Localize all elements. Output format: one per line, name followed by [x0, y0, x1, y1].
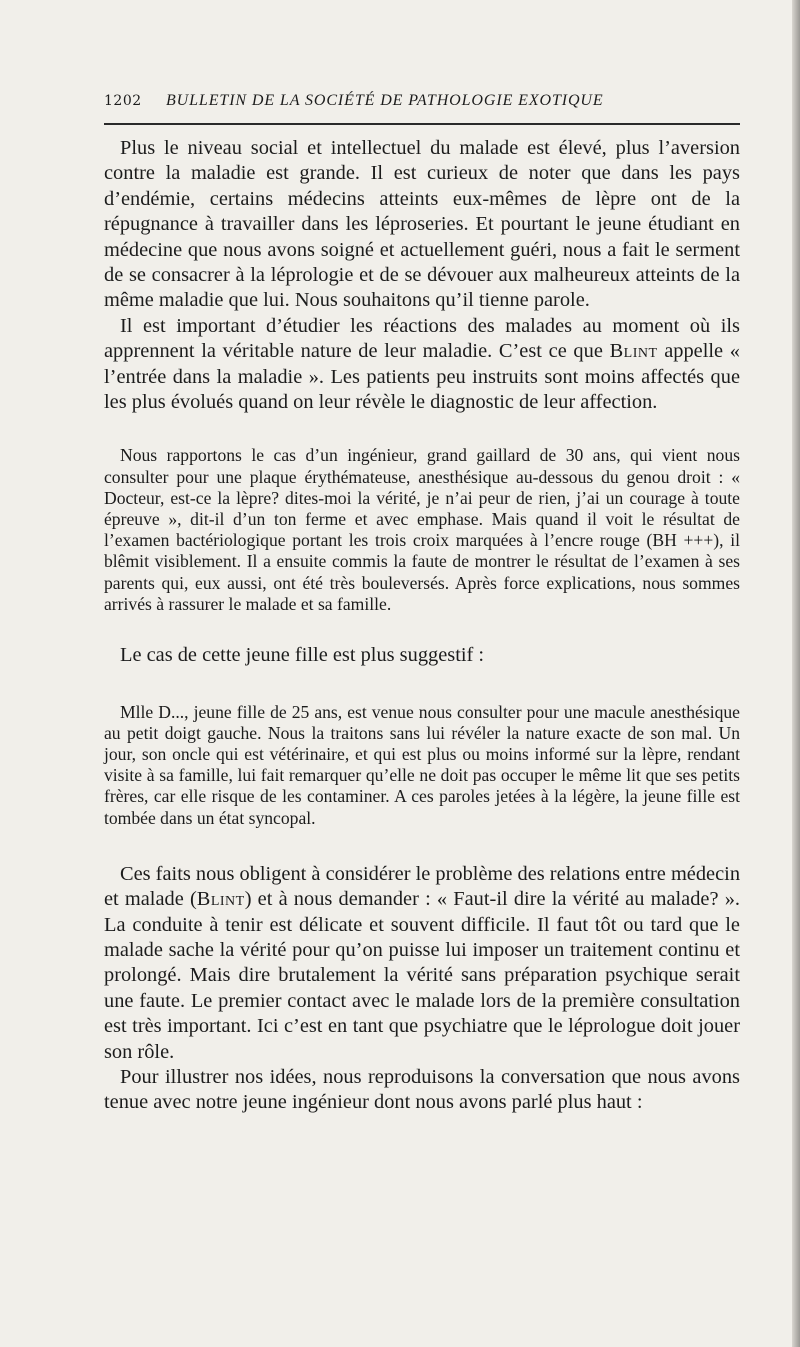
paragraph-gap	[104, 669, 740, 702]
case-report-engineer: Nous rapportons le cas d’un ingénieur, grand gaillard de 30 ans, qui vient nous consulter pour une plaque érythémateuse, anesthésique au-dessous du genou droit : « Docteur, est-ce la lèpre? dites-moi la vérité, je n’ai peur de rien, j’ai un courage à toute épreuve », dit-il d’un ton ferme et avec emphase. Mais quand il voit le résultat de l’examen bactériologique portant les trois croix marquées à l’encre rouge (BH +++), il blêmit visiblement. Il a ensuite commis la faute de montrer le résultat de l’examen à ses parents qui, eux aussi, ont été très bouleversés. Après force explications, nous sommes arrivés à rassurer le malade et sa famille.	[104, 445, 740, 614]
paragraph-6	[104, 862, 740, 1065]
paragraph-7: Pour illustrer nos idées, nous reproduisons la conversation que nous avons tenue avec notre jeune ingénieur dont nous avons parlé plus haut :	[104, 1065, 740, 1114]
paragraph-2-text-b: appelle « l’entrée dans la maladie ». Les patients peu instruits sont moins affectés que les plus évolués quand on leur révèle le diagnostic de leur affection.	[104, 340, 740, 414]
paragraph-4: Le cas de cette jeune fille est plus suggestif :	[120, 644, 485, 667]
paragraph-6-text-a: Ces faits nous obligent à considérer le problème des relations entre médecin et malade (	[104, 862, 741, 911]
page-edge-shadow	[792, 0, 800, 1347]
running-title: BULLETIN DE LA SOCIÉTÉ DE PATHOLOGIE EXOTIQUE	[166, 92, 604, 109]
paragraph-1: Plus le niveau social et intellectuel du malade est élevé, plus l’aversion contre la maladie est grande. Il est curieux de noter que dans les pays d’endémie, certains médecins atteints eux-mêmes de lèpre ont de la répugnance à travailler dans les léproseries. Et pourtant le jeune étudiant en médecine que nous avons soigné et actuellement guéri, nous a fait le serment de se consacrer à la léprologie et de se dévouer aux malheureux atteints de la même maladie que lui. Nous souhaitons qu’il tienne parole.	[104, 137, 740, 312]
paragraph-6-text-b: ) et à nous demander : « Faut-il dire la vérité au malade? ». La conduite à tenir est délicate et souvent difficile. Il faut tôt ou tard que le malade sache la vérité pour qu’on puisse lui imposer un traitement continu et prolongé. Mais dire brutalement la vérité sans préparation psychique serait une faute. Le premier contact avec le malade lors de la première consultation est très important. Ici c’est en tant que psychiatre que le léprologue doit jouer son rôle.	[104, 888, 740, 1063]
header-rule	[104, 123, 740, 125]
paragraph-gap	[104, 829, 740, 862]
paragraph-2	[104, 314, 740, 416]
page-header	[104, 92, 744, 110]
author-name-blint-2: Blint	[196, 888, 245, 911]
paragraph-2-text-a: Il est important d’étudier les réactions des malades au moment où ils apprennent la véritable nature de leur maladie. C’est ce que	[104, 314, 740, 363]
author-name-blint: Blint	[609, 340, 658, 363]
paragraph-gap	[104, 415, 740, 445]
body-text	[104, 136, 740, 1116]
paragraph-gap	[104, 615, 740, 643]
page-number: 1202	[104, 93, 142, 109]
case-report-young-woman: Mlle D..., jeune fille de 25 ans, est venue nous consulter pour une macule anesthésique au petit doigt gauche. Nous la traitons sans lui révéler la nature exacte de son mal. Un jour, son oncle qui est vétérinaire, et qui est plus ou moins informé sur la lèpre, rendant visite à sa famille, lui fait remarquer qu’elle ne doit pas occuper le même lit que ses petits frères, car elle risque de les contaminer. A ces paroles jetées à la légère, la jeune fille est tombée dans un état syncopal.	[104, 701, 740, 828]
